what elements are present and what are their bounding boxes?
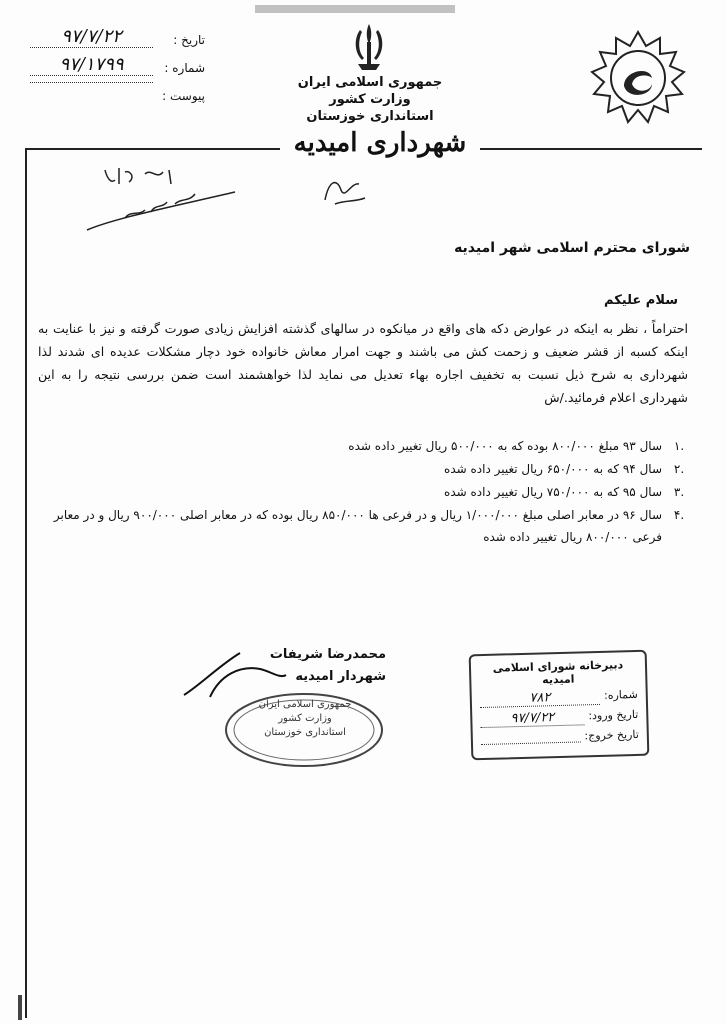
municipality-title: شهرداری امیدیه: [293, 128, 467, 158]
date-field: [30, 26, 205, 52]
stamp-number-row: [480, 688, 638, 708]
attachment-label: پیوست :: [162, 89, 205, 103]
list-item-number: .۳: [673, 485, 685, 499]
stamp-number-label: شماره:: [603, 687, 638, 702]
stamp-entry-row: [480, 708, 638, 728]
list-item: [40, 458, 700, 480]
signer-title: شهردار امیدیه: [295, 669, 386, 684]
letter-paragraph: احتراماً ، نظر به اینکه در عوارض دکه های واقع در میانکوه در سالهای گذشته افزایش زیادی صورت گرفته و نیز با عنایت به اینکه کسبه از قشر ضعیف و زحمت کش می باشند و جهت امرار معاش خانواده خود دچار مشکلات عدیده ای شدند لذا شهرداری به شرح ذیل نسبت به تخفیف اجاره بهاء تعدیل می نماید لذا خواهشمند است ضمن بررسی نتیجه را به این شهرداری اعلام فرمائید./ش: [38, 321, 688, 405]
scan-artifact: [255, 5, 455, 13]
number-label: شماره :: [164, 61, 205, 75]
rate-list: [40, 435, 700, 549]
greeting: سلام علیکم: [604, 293, 678, 308]
list-item-number: .۱: [673, 439, 685, 453]
date-value: ۹۷/۷/۲۲: [30, 26, 153, 48]
stamp-entry-value: ۹۷/۷/۲۲: [480, 709, 584, 728]
list-item-number: .۴: [673, 508, 685, 522]
stamp-exit-row: [481, 728, 639, 745]
recipient: شورای محترم اسلامی شهر امیدیه: [454, 240, 690, 256]
stamp-number-value: ۷۸۲: [480, 689, 601, 708]
list-item: [40, 504, 700, 548]
ministry-header: [280, 74, 460, 125]
date-label: تاریخ :: [173, 33, 205, 47]
seal-text: [236, 698, 374, 740]
registry-stamp: [469, 650, 650, 761]
frame-top-left: [25, 148, 280, 150]
list-item: [40, 435, 700, 457]
seal-line-country: جمهوری اسلامی ایران: [258, 699, 352, 710]
header-line-ministry: وزارت کشور: [329, 92, 411, 107]
stamp-exit-label: تاریخ خروج:: [584, 727, 639, 743]
list-item: [40, 481, 700, 503]
iran-emblem-icon: [346, 20, 392, 72]
header-line-governorate: استانداری خوزستان: [306, 109, 434, 124]
letter-meta: [30, 26, 205, 114]
seal-line-governorate: استانداری خوزستان: [264, 727, 346, 738]
attachment-value: [30, 82, 153, 83]
list-item-text: سال ۹۵ که به ۷۵۰/۰۰۰ ریال تغییر داده شده: [444, 485, 662, 499]
stamp-title: دبیرخانه شورای اسلامی امیدیه: [492, 658, 624, 687]
municipality-logo-icon: [588, 28, 688, 128]
stamp-exit-value: [481, 729, 581, 745]
stamp-entry-label: تاریخ ورود:: [588, 707, 639, 723]
header-line-country: جمهوری اسلامی ایران: [297, 75, 443, 90]
number-field: [30, 54, 205, 80]
frame-left: [25, 148, 27, 1018]
number-value: ۹۷/۱۷۹۹: [30, 54, 153, 76]
handwritten-initial: [315, 170, 375, 210]
handwritten-note: [85, 158, 245, 238]
list-item-text: سال ۹۶ در معابر اصلی مبلغ ۱/۰۰۰/۰۰۰ ریال و در فرعی ها ۸۵۰/۰۰۰ ریال بوده که در معابر اصلی ۹۰۰/۰۰۰ ریال و در معابر فرعی ۸۰۰/۰۰۰ ریال تغییر داده شده: [53, 508, 662, 544]
frame-top-right: [480, 148, 702, 150]
signer-name: محمدرضا شریفات: [269, 647, 386, 662]
list-item-text: سال ۹۴ که به ۶۵۰/۰۰۰ ریال تغییر داده شده: [444, 462, 662, 476]
seal-line-ministry: وزارت کشور: [278, 713, 332, 724]
list-item-text: سال ۹۳ مبلغ ۸۰۰/۰۰۰ بوده که به ۵۰۰/۰۰۰ ریال تغییر داده شده: [348, 439, 662, 453]
scan-edge-mark: [18, 995, 22, 1020]
list-item-number: .۲: [673, 462, 685, 476]
attachment-field: [30, 86, 205, 108]
